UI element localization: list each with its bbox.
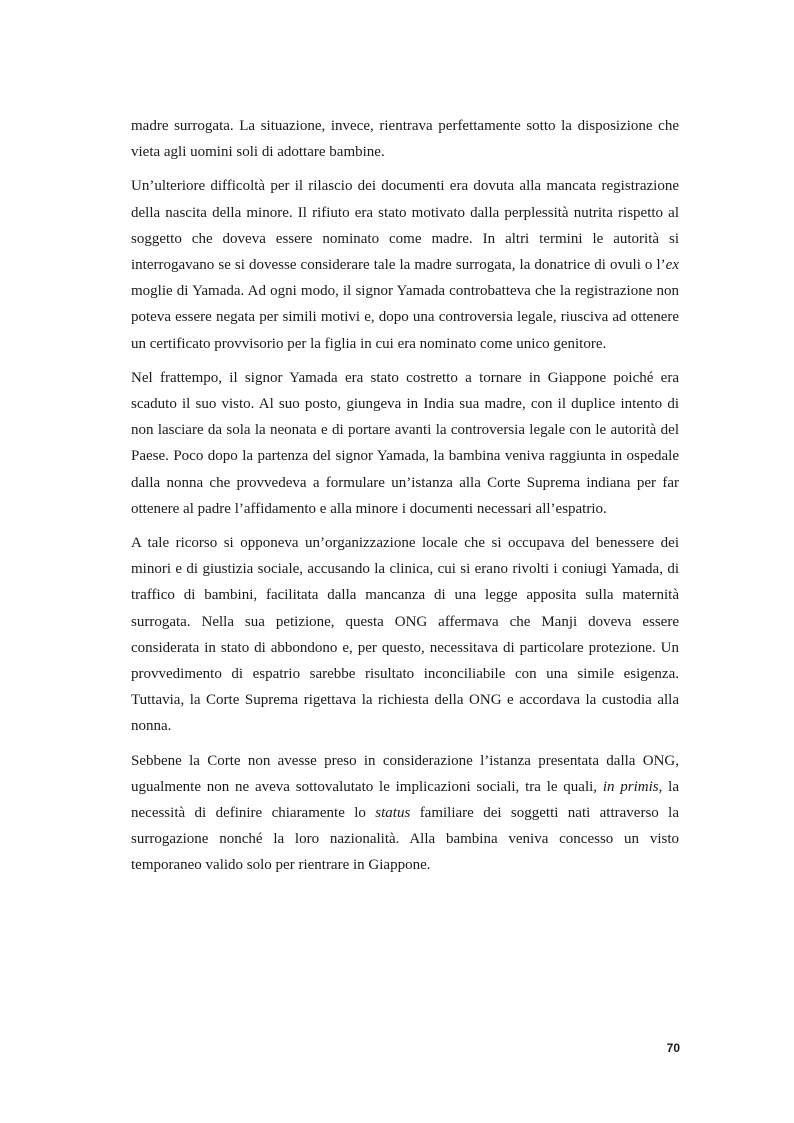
paragraph-3-text: Nel frattempo, il signor Yamada era stato costretto a tornare in Giappone poiché era scaduto il suo visto. Al suo posto, giungeva in India sua madre, con il duplice intento di non lasciare da sola la neonata e di portare avanti la controversia legale con le autorità del Paese. Poco dopo la partenza del signor Yamada, la bambina veniva raggiunta in ospedale dalla nonna che provvedeva a formulare un’istanza alla Corte Suprema indiana per far ottenere al padre l’affidamento e alla minore i documenti necessari all’espatrio. — [131, 369, 679, 517]
paragraph-5-text-a: Sebbene la Corte non avesse preso in considerazione l’istanza presentata dalla ONG, ugualmente non ne aveva sottovalutato le implicazioni sociali, tra le quali, — [131, 752, 679, 795]
paragraph-2-italic-ex: ex — [665, 257, 679, 274]
paragraph-5-italic-status: status — [375, 805, 411, 822]
paragraph-1 — [131, 113, 679, 165]
page-number: 70 — [666, 1041, 680, 1055]
paragraph-1-text: madre surrogata. La situazione, invece, rientrava perfettamente sotto la disposizione che vieta agli uomini soli di adottare bambine. — [131, 118, 679, 161]
paragraph-4 — [131, 530, 679, 740]
paragraph-2-text-a: Un’ulteriore difficoltà per il rilascio dei documenti era dovuta alla mancata registrazione della nascita della minore. Il rifiuto era stato motivato dalla perplessità nutrita rispetto al soggetto che doveva essere nominato come madre. In altri termini le autorità si interrogavano se si dovesse considerare tale la madre surrogata, la donatrice di ovuli o l’ — [131, 178, 679, 274]
paragraph-5-text-b: , la necessità di definire chiaramente lo — [131, 778, 679, 822]
paragraph-5-italic-in-primis: in primis — [602, 778, 659, 795]
paragraph-5-text-c: familiare dei soggetti nati attraverso la surrogazione nonché la loro nazionalità. Alla bambina veniva concesso un visto temporaneo valido solo per rientrare in Giappone. — [131, 805, 679, 874]
paragraph-2-text-b: moglie di Yamada. Ad ogni modo, il signor Yamada controbatteva che la registrazione non poteva essere negata per simili motivi e, dopo una controversia legale, riusciva ad ottenere un certificato provvisorio per la figlia in cui era nominato come unico genitore. — [131, 283, 679, 352]
paragraph-4-text: A tale ricorso si opponeva un’organizzazione locale che si occupava del benessere dei minori e di giustizia sociale, accusando la clinica, cui si erano rivolti i coniugi Yamada, di traffico di bambini, facilitata dalla mancanza di una legge apposita sulla maternità surrogata. Nella sua petizione, questa ONG affermava che Manji doveva essere considerata in stato di abbondono e, per questo, necessitava di particolare protezione. Un provvedimento di espatrio sarebbe risultato inconciliabile con una simile esigenza. Tuttavia, la Corte Suprema rigettava la richiesta della ONG e accordava la custodia alla nonna. — [131, 535, 679, 735]
paragraph-2 — [131, 173, 679, 356]
paragraph-3 — [131, 365, 679, 522]
body-text — [131, 113, 679, 887]
paragraph-5 — [131, 748, 679, 879]
